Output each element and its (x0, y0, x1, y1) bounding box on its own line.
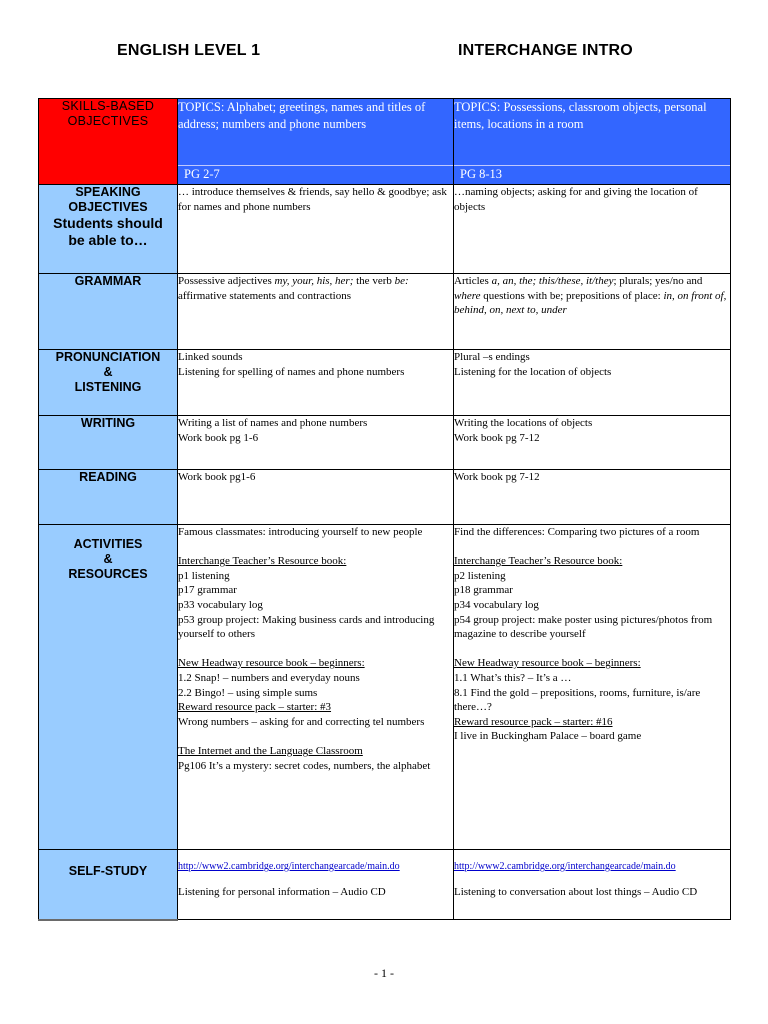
activities-unit2 (454, 525, 731, 850)
text-line: Wrong numbers – asking for and correcting tel numbers (178, 715, 425, 728)
text-line: Linked sounds (178, 351, 243, 363)
label-line: PRONUNCIATION (55, 350, 161, 364)
text-line: Writing the locations of objects (454, 417, 593, 429)
label-line: be able to… (68, 232, 148, 248)
pronunciation-row (39, 350, 731, 416)
text-line: p33 vocabulary log (178, 598, 263, 611)
text-line: p1 listening (178, 569, 230, 582)
text-line: Writing a list of names and phone numbers (178, 417, 368, 429)
text-run: in, on front of, behind, on, next to, under (454, 289, 727, 317)
label-line: & (103, 365, 113, 379)
grammar-unit2 (454, 274, 731, 350)
text-run: my, your, his, her; (274, 275, 354, 287)
selfstudy-unit1 (178, 850, 454, 920)
text-run: Articles (454, 275, 492, 287)
grammar-row (39, 274, 731, 350)
label-line: SKILLS-BASED (61, 99, 155, 113)
text-run: ; plurals; yes/no and (613, 275, 703, 287)
writing-row (39, 416, 731, 470)
activities-row (39, 525, 731, 850)
text-line: 8.1 Find the gold – prepositions, rooms, furniture, is/are there…? (454, 686, 701, 714)
reading-unit2: Work book pg 7-12 (454, 470, 731, 525)
unit2-pages: PG 8-13 (454, 165, 730, 184)
grammar-unit1 (178, 274, 454, 350)
text-line: 1.2 Snap! – numbers and everyday nouns (178, 671, 360, 684)
text-line: p34 vocabulary log (454, 598, 539, 611)
text-line: Work book pg 7-12 (454, 431, 540, 444)
text-run: be: (394, 275, 409, 287)
label-line: RESOURCES (68, 567, 148, 581)
pronunciation-unit2 (454, 350, 731, 416)
selfstudy-unit2 (454, 850, 731, 920)
text-line: Listening for the location of objects (454, 365, 612, 378)
resource-heading: New Headway resource book – beginners: (454, 657, 641, 670)
page-number: - 1 - (374, 966, 394, 980)
text-run: questions with be; prepositions of place: (480, 289, 664, 302)
resource-heading: The Internet and the Language Classroom (178, 744, 363, 757)
text-line: Famous classmates: introducing yourself to new people (178, 526, 423, 538)
reading-label: READING (39, 470, 178, 525)
unit1-topics-text: TOPICS: Alphabet; greetings, names and titles of address; numbers and phone numbers (178, 100, 426, 131)
text-line: p2 listening (454, 569, 506, 582)
cambridge-arcade-link[interactable]: http://www2.cambridge.org/interchangearcade/main.do (454, 861, 676, 872)
text-line: Listening for spelling of names and phone numbers (178, 365, 405, 378)
text-line: 2.2 Bingo! – using simple sums (178, 686, 318, 699)
unit1-topics (178, 99, 454, 185)
text-run: a, an, the; this/these, it/they (491, 275, 614, 287)
reading-unit1: Work book pg1-6 (178, 470, 454, 525)
text-line: Find the differences: Comparing two pictures of a room (454, 526, 700, 538)
text-line: p53 group project: Making business cards and introducing yourself to others (178, 613, 435, 641)
skills-objectives-label (39, 99, 178, 185)
selfstudy-row (39, 850, 731, 920)
curriculum-table (38, 98, 731, 920)
label-line: ACTIVITIES (73, 537, 143, 551)
resource-heading: Reward resource pack – starter: #3 (178, 701, 332, 714)
document-title-left: ENGLISH LEVEL 1 (117, 42, 261, 59)
label-line: SPEAKING (75, 185, 141, 199)
text-line: Work book pg 1-6 (178, 431, 259, 444)
pronunciation-unit1 (178, 350, 454, 416)
text-line: Plural –s endings (454, 351, 530, 363)
speaking-unit2: …naming objects; asking for and giving the location of objects (454, 185, 731, 274)
speaking-unit1: … introduce themselves & friends, say hello & goodbye; ask for names and phone numbers (178, 185, 454, 274)
pronunciation-label (39, 350, 178, 416)
text-line: 1.1 What’s this? – It’s a … (454, 671, 572, 684)
text-line: p18 grammar (454, 584, 513, 597)
text-line: Listening for personal information – Audio CD (178, 885, 386, 898)
text-line: Pg106 It’s a mystery: secret codes, numbers, the alphabet (178, 759, 431, 772)
label-line: Students should (53, 215, 163, 231)
label-line: OBJECTIVES (68, 200, 148, 214)
resource-heading: Interchange Teacher’s Resource book: (454, 555, 623, 568)
activities-label (39, 525, 178, 850)
writing-unit2 (454, 416, 731, 470)
grammar-label: GRAMMAR (39, 274, 178, 350)
label-line: LISTENING (74, 380, 142, 394)
resource-heading: Reward resource pack – starter: #16 (454, 715, 613, 728)
unit2-topics (454, 99, 731, 185)
writing-label: WRITING (39, 416, 178, 470)
text-line: Listening to conversation about lost things – Audio CD (454, 885, 698, 898)
text-line: p17 grammar (178, 584, 237, 597)
resource-heading: Interchange Teacher’s Resource book: (178, 555, 347, 568)
text-run: affirmative statements and contractions (178, 289, 351, 302)
label-column-shadow (38, 919, 178, 921)
text-run: Possessive adjectives (178, 275, 275, 287)
text-line: I live in Buckingham Palace – board game (454, 730, 642, 743)
activities-unit1 (178, 525, 454, 850)
unit1-pages: PG 2-7 (178, 165, 453, 184)
writing-unit1 (178, 416, 454, 470)
cambridge-arcade-link[interactable]: http://www2.cambridge.org/interchangearcade/main.do (178, 861, 400, 872)
label-line: & (103, 552, 113, 566)
resource-heading: New Headway resource book – beginners: (178, 657, 365, 670)
text-line: p54 group project: make poster using pictures/photos from magazine to describe yourself (454, 613, 713, 641)
document-title-right: INTERCHANGE INTRO (458, 42, 633, 59)
label-line: OBJECTIVES (67, 114, 149, 128)
unit2-topics-text: TOPICS: Possessions, classroom objects, personal items, locations in a room (454, 100, 707, 131)
reading-row (39, 470, 731, 525)
speaking-label (39, 185, 178, 274)
selfstudy-label: SELF-STUDY (39, 850, 178, 920)
text-run: the verb (353, 275, 395, 287)
text-run: where (454, 289, 481, 302)
speaking-row (39, 185, 731, 274)
table-header-row (39, 99, 731, 185)
